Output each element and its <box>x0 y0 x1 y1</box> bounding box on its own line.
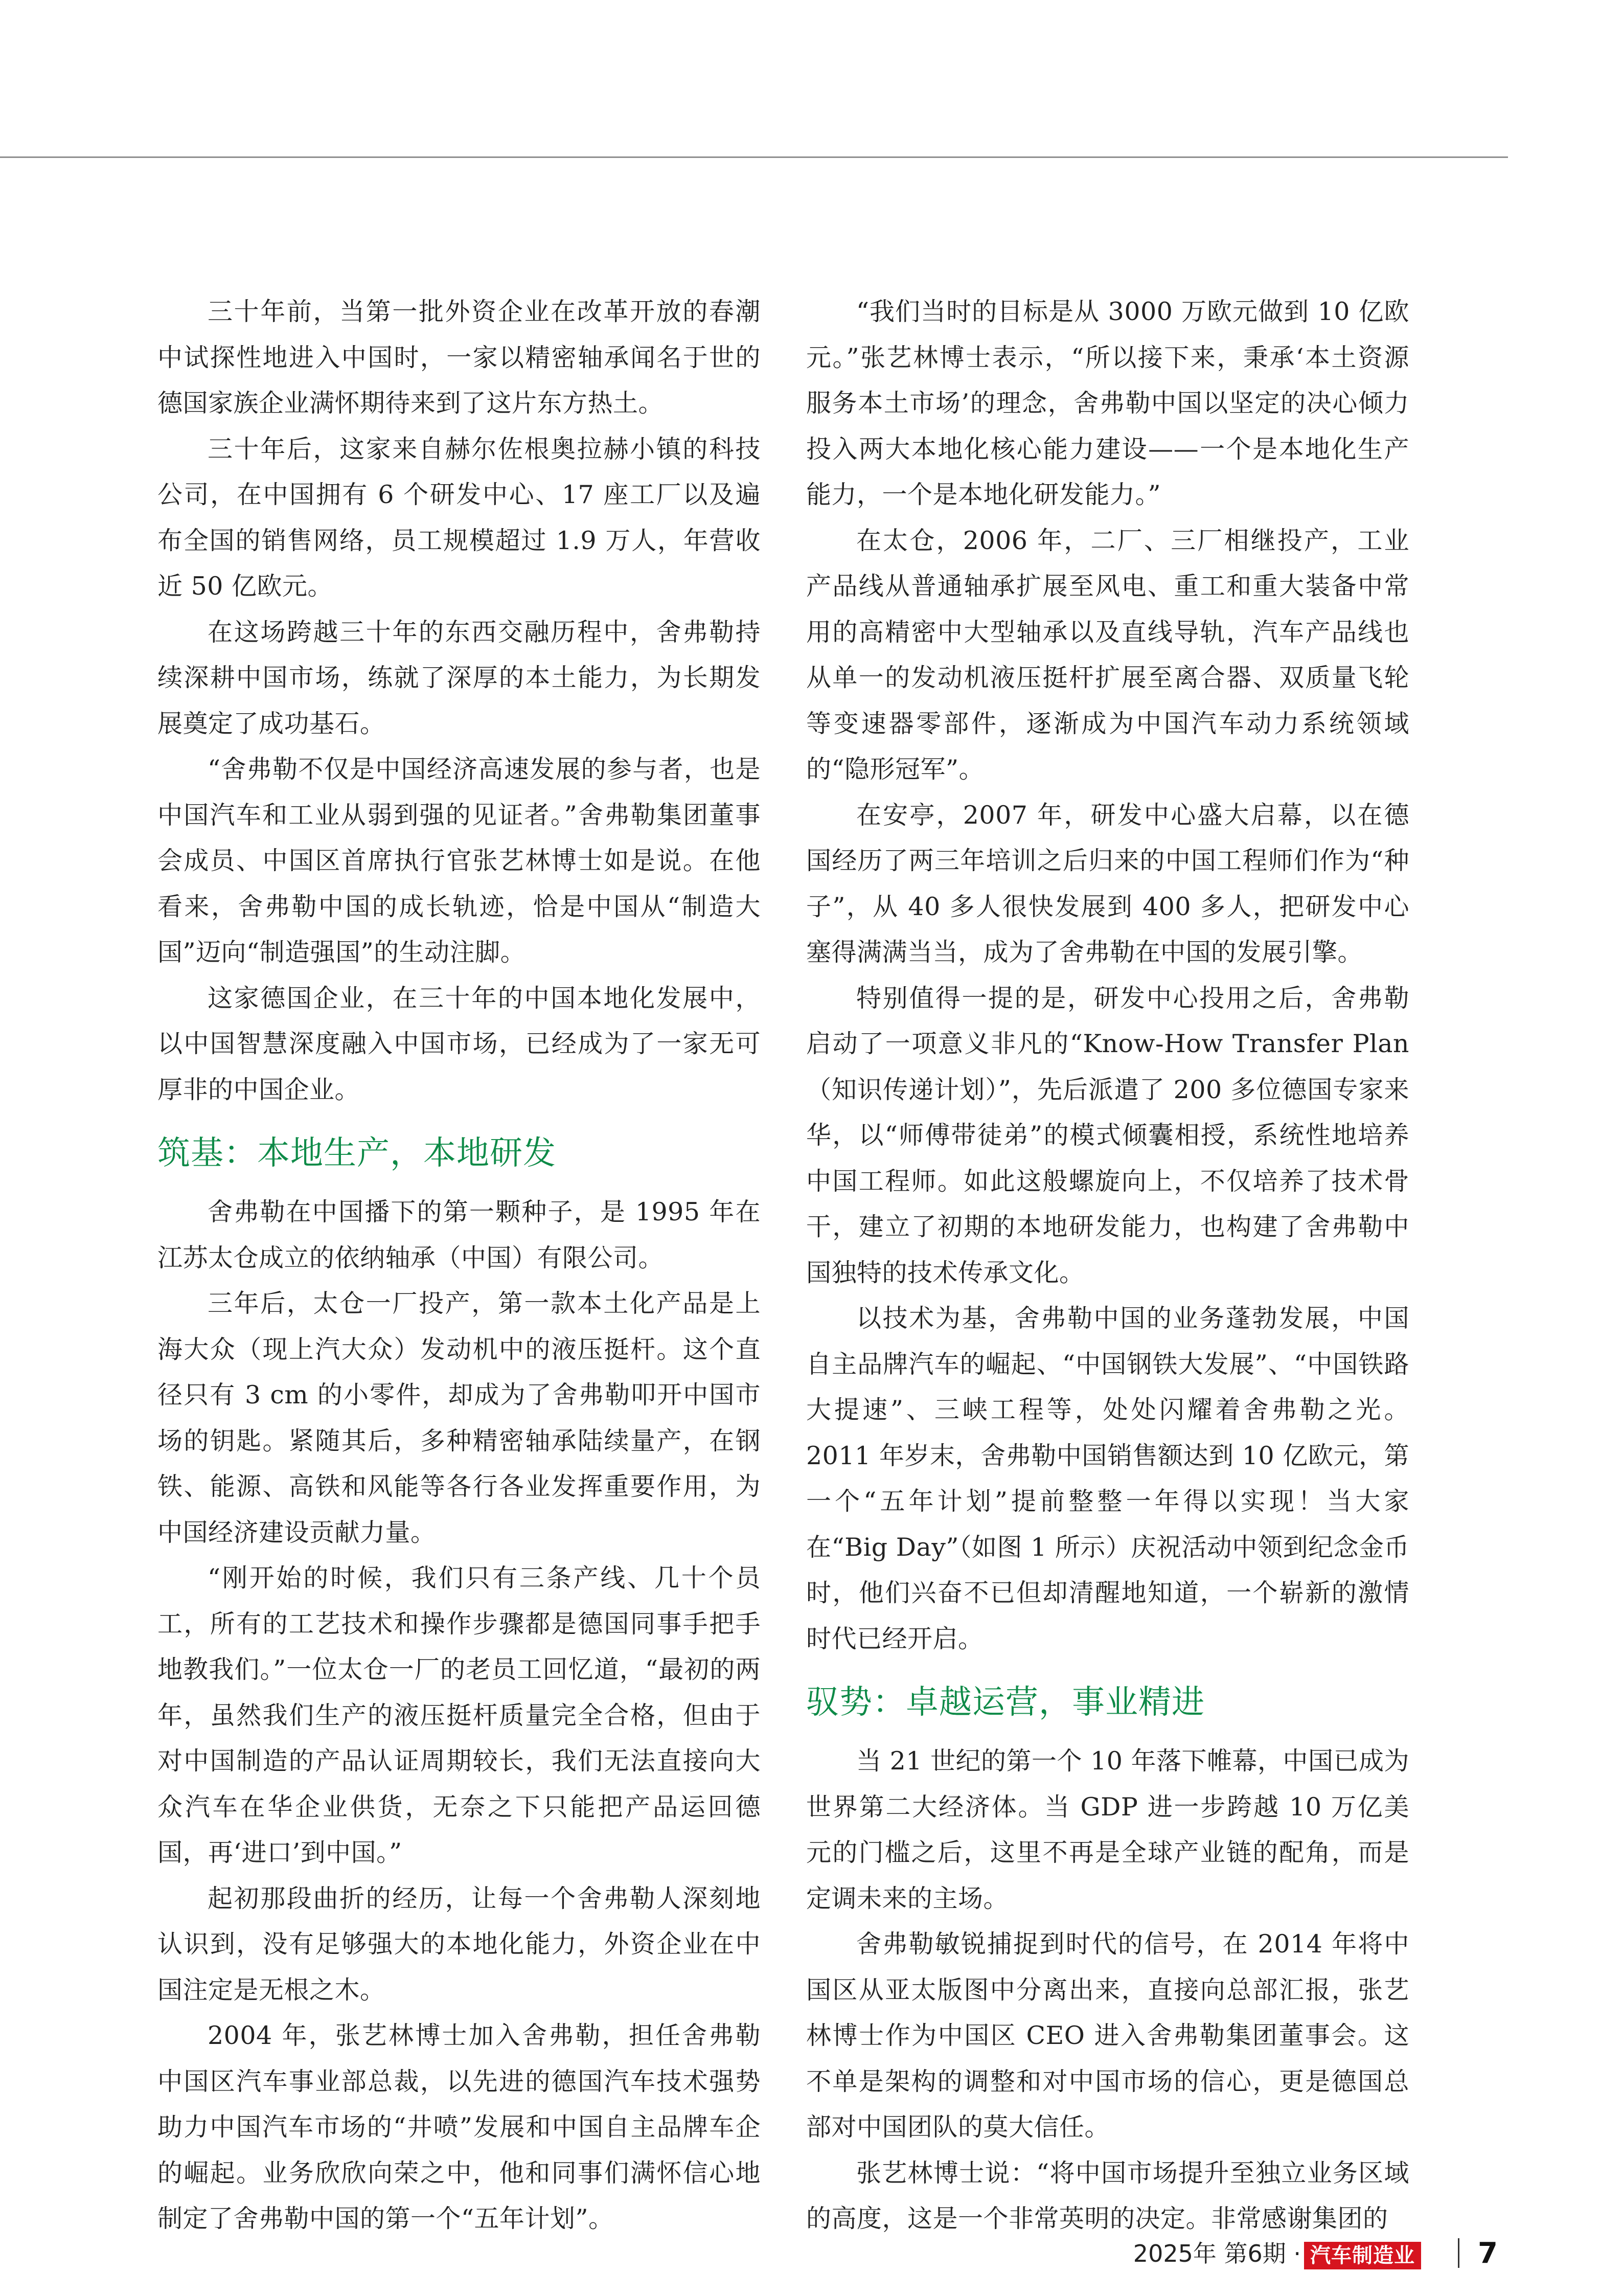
paragraph: 特别值得一提的是，研发中心投用之后，舍弗勒启动了一项意义非凡的“Know-How Transfer Plan（知识传递计划）”，先后派遣了 200 多位德国专家来华，以“师傅带徒弟”的模式倾囊相授，系统性地培养中国工程师。如此这般螺旋向上，不仅培养了技术骨干，建立了初期的本地研发能力，也构建了舍弗勒中国独特的技术传承文化。 <box>806 983 1409 1287</box>
paragraph: 以技术为基，舍弗勒中国的业务蓬勃发展，中国自主品牌汽车的崛起、“中国钢铁大发展”、“中国铁路大提速”、三峡工程等，处处闪耀着舍弗勒之光。2011 年岁末，舍弗勒中国销售额达到 10 亿欧元，第一个“五年计划”提前整整一年得以实现！当大家在“Big Day”（如图 1 所示）庆祝活动中领到纪念金币时，他们兴奋不已但却清醒地知道，一个崭新的激情时代已经开启。 <box>806 1304 1409 1653</box>
issue-info <box>1133 2233 1421 2274</box>
paragraph: 三年后，太仓一厂投产，第一款本土化产品是上海大众（现上汽大众）发动机中的液压挺杆。这个直径只有 3 cm 的小零件，却成为了舍弗勒叩开中国市场的钥匙。紧随其后，多种精密轴承陆续量产，在钢铁、能源、高铁和风能等各行各业发挥重要作用，为中国经济建设贡献力量。 <box>157 1289 761 1547</box>
paragraph: 三十年后，这家来自赫尔佐根奥拉赫小镇的科技公司，在中国拥有 6 个研发中心、17 座工厂以及遍布全国的销售网络，员工规模超过 1.9 万人，年营收近 50 亿欧元。 <box>157 434 761 601</box>
paragraph: 起初那段曲折的经历，让每一个舍弗勒人深刻地认识到，没有足够强大的本地化能力，外资企业在中国注定是无根之木。 <box>157 1883 761 2005</box>
paragraph: 这家德国企业，在三十年的中国本地化发展中，以中国智慧深度融入中国市场，已经成为了一家无可厚非的中国企业。 <box>157 983 761 1104</box>
header-rule <box>0 156 1508 158</box>
paragraph: “舍弗勒不仅是中国经济高速发展的参与者，也是中国汽车和工业从弱到强的见证者。”舍弗勒集团董事会成员、中国区首席执行官张艺林博士如是说。在他看来，舍弗勒中国的成长轨迹，恰是中国从“制造大国”迈向“制造强国”的生动注脚。 <box>157 755 761 967</box>
right-column <box>806 289 1409 2242</box>
page-number: 7 <box>1478 2237 1498 2270</box>
paragraph: 三十年前，当第一批外资企业在改革开放的春潮中试探性地进入中国时，一家以精密轴承闻名于世的德国家族企业满怀期待来到了这片东方热土。 <box>157 297 761 418</box>
paragraph: 舍弗勒在中国播下的第一颗种子，是 1995 年在江苏太仓成立的依纳轴承（中国）有限公司。 <box>157 1197 761 1272</box>
paragraph: 张艺林博士说：“将中国市场提升至独立业务区域的高度，这是一个非常英明的决定。非常感谢集团的 <box>806 2158 1409 2233</box>
paragraph: 2004 年，张艺林博士加入舍弗勒，担任舍弗勒中国区汽车事业部总裁，以先进的德国汽车技术强势助力中国汽车市场的“井喷”发展和中国自主品牌车企的崛起。业务欣欣向荣之中，他和同事们满怀信心地制定了舍弗勒中国的第一个“五年计划”。 <box>157 2021 761 2233</box>
paragraph: 在这场跨越三十年的东西交融历程中，舍弗勒持续深耕中国市场，练就了深厚的本土能力，为长期发展奠定了成功基石。 <box>157 617 761 738</box>
paragraph: 当 21 世纪的第一个 10 年落下帷幕，中国已成为世界第二大经济体。当 GDP 进一步跨越 10 万亿美元的门槛之后，这里不再是全球产业链的配角，而是定调未来的主场。 <box>806 1746 1410 1913</box>
paragraph: 在太仓，2006 年，二厂、三厂相继投产，工业产品线从普通轴承扩展至风电、重工和重大装备中常用的高精密中大型轴承以及直线导轨，汽车产品线也从单一的发动机液压挺杆扩展至离合器、双质量飞轮等变速器零部件，逐渐成为中国汽车动力系统领域的“隐形冠军”。 <box>806 526 1409 784</box>
paragraph: 舍弗勒敏锐捕捉到时代的信号，在 2014 年将中国区从亚太版图中分离出来，直接向总部汇报，张艺林博士作为中国区 CEO 进入舍弗勒集团董事会。这不单是架构的调整和对中国市场的信心，更是德国总部对中国团队的莫大信任。 <box>806 1929 1409 2142</box>
footer-divider <box>1458 2238 1459 2268</box>
section-heading-foundation: 筑基：本地生产，本地研发 <box>157 1134 556 1172</box>
paragraph: “我们当时的目标是从 3000 万欧元做到 10 亿欧元。”张艺林博士表示，“所以接下来，秉承‘本土资源服务本土市场’的理念，舍弗勒中国以坚定的决心倾力投入两大本地化核心能力建设——一个是本地化生产能力，一个是本地化研发能力。” <box>806 297 1409 509</box>
paragraph: “刚开始的时候，我们只有三条产线、几十个员工，所有的工艺技术和操作步骤都是德国同事手把手地教我们。”一位太仓一厂的老员工回忆道，“最初的两年，虽然我们生产的液压挺杆质量完全合格，但由于对中国制造的产品认证周期较长，我们无法直接向大众汽车在华企业供货，无奈之下只能把产品运回德国，再‘进口’到中国。” <box>157 1563 761 1867</box>
paragraph: 在安亭，2007 年，研发中心盛大启幕，以在德国经历了两三年培训之后归来的中国工程师们作为“种子”，从 40 多人很快发展到 400 多人，把研发中心塞得满满当当，成为了舍弗勒在中国的发展引擎。 <box>806 800 1409 967</box>
page-footer <box>0 2233 1623 2274</box>
magazine-logo: 汽车制造业 <box>1304 2242 1421 2269</box>
section-heading-momentum: 驭势：卓越运营，事业精进 <box>806 1684 1205 1721</box>
issue-text: 2025年 第6期 · <box>1133 2240 1301 2267</box>
left-column <box>157 289 761 2242</box>
